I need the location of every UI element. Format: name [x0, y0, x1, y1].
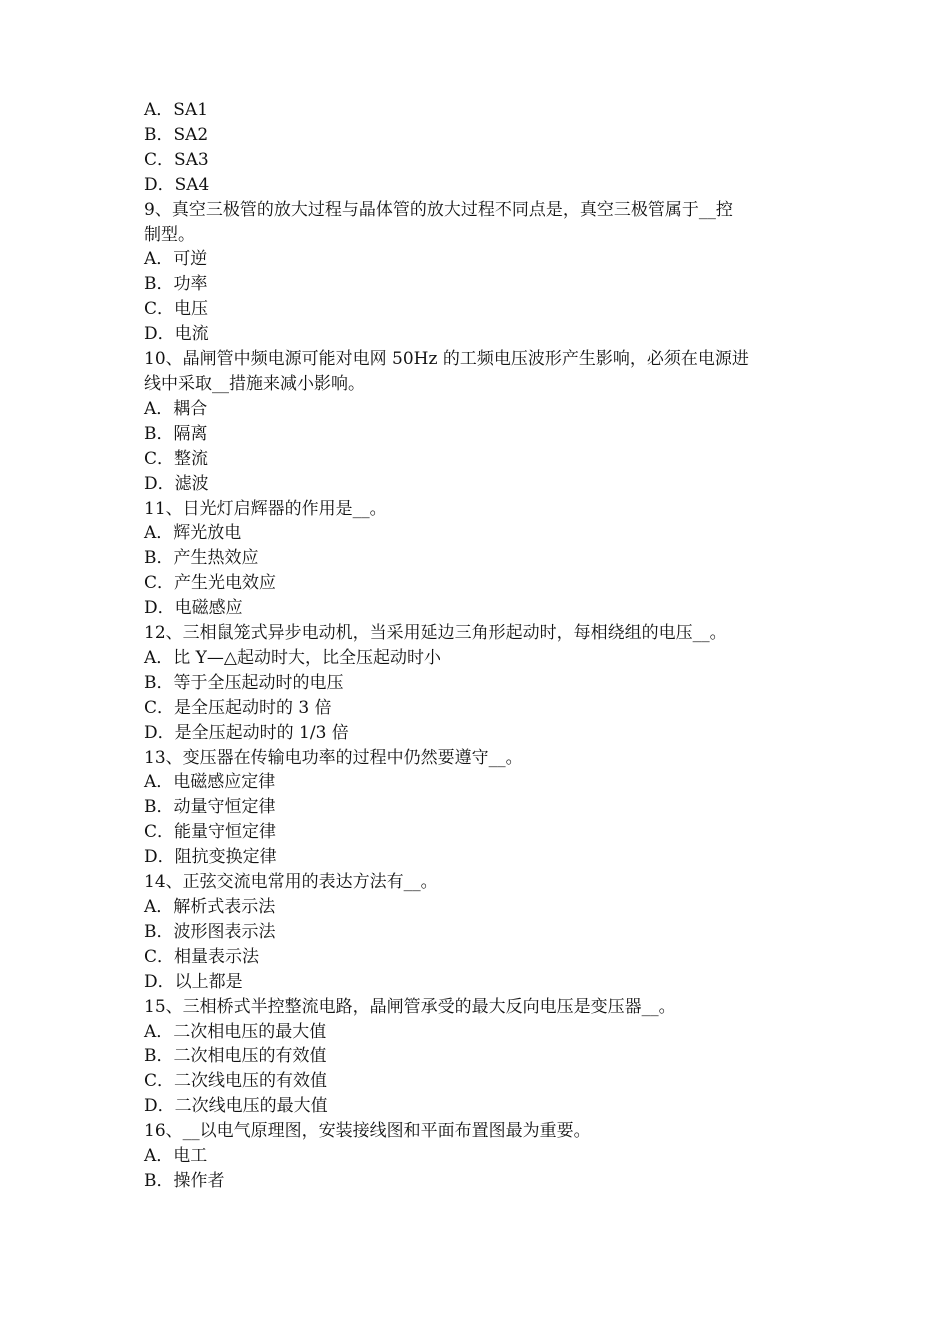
option-line: B．隔离: [144, 423, 208, 444]
option-line: C．整流: [144, 448, 209, 469]
option-line: A．电磁感应定律: [144, 772, 276, 793]
option-line: B．二次相电压的有效值: [144, 1046, 327, 1067]
option-line: D．阻抗变换定律: [144, 847, 277, 868]
option-line: C．SA3: [144, 149, 209, 170]
option-line: A．比 Y—△起动时大，比全压起动时小: [144, 647, 441, 668]
option-line: B．功率: [144, 274, 208, 295]
option-line: D．电磁感应: [144, 598, 243, 619]
option-line: A．解析式表示法: [144, 897, 276, 917]
question-line: 线中采取__措施来减小影响。: [144, 373, 365, 394]
option-line: C．是全压起动时的 3 倍: [144, 697, 332, 718]
option-line: B．等于全压起动时的电压: [144, 672, 344, 693]
option-line: A．辉光放电: [144, 523, 242, 544]
question-line: 12、三相鼠笼式异步电动机，当采用延边三角形起动时，每相绕组的电压__。: [144, 623, 727, 644]
option-line: B．产生热效应: [144, 548, 259, 569]
option-line: D．是全压起动时的 1/3 倍: [144, 722, 349, 743]
option-line: B．操作者: [144, 1170, 225, 1191]
option-line: B．SA2: [144, 124, 209, 145]
option-line: D．以上都是: [144, 971, 243, 992]
option-line: D．滤波: [144, 473, 209, 494]
option-line: C．能量守恒定律: [144, 822, 277, 843]
option-line: D．电流: [144, 324, 209, 345]
option-line: D．SA4: [144, 174, 210, 195]
question-line: 10、晶闸管中频电源可能对电网 50Hz 的工频电压波形产生影响，必须在电源进: [144, 349, 749, 370]
question-line: 14、正弦交流电常用的表达方法有__。: [144, 872, 438, 893]
question-line: 15、三相桥式半控整流电路，晶闸管承受的最大反向电压是变压器__。: [144, 996, 676, 1017]
question-line: 16、__以电气原理图，安装接线图和平面布置图最为重要。: [144, 1121, 591, 1142]
option-line: B．波形图表示法: [144, 921, 276, 942]
question-line: 13、变压器在传输电功率的过程中仍然要遵守__。: [144, 747, 523, 768]
option-line: C．产生光电效应: [144, 573, 277, 594]
option-line: D．二次线电压的最大值: [144, 1096, 328, 1117]
question-line: 制型。: [144, 224, 195, 245]
option-line: A．耦合: [144, 398, 208, 419]
document-body: [144, 98, 814, 1194]
option-line: A．电工: [144, 1146, 208, 1167]
option-line: C．电压: [144, 299, 209, 320]
option-line: A．二次相电压的最大值: [144, 1021, 327, 1042]
option-line: A．SA1: [144, 100, 209, 120]
option-line: B．动量守恒定律: [144, 797, 276, 818]
question-line: 9、真空三极管的放大过程与晶体管的放大过程不同点是，真空三极管属于__控: [144, 199, 733, 220]
option-line: C．相量表示法: [144, 946, 260, 967]
question-line: 11、日光灯启辉器的作用是__。: [144, 498, 387, 519]
option-line: C．二次线电压的有效值: [144, 1071, 328, 1092]
option-line: A．可逆: [144, 249, 208, 270]
